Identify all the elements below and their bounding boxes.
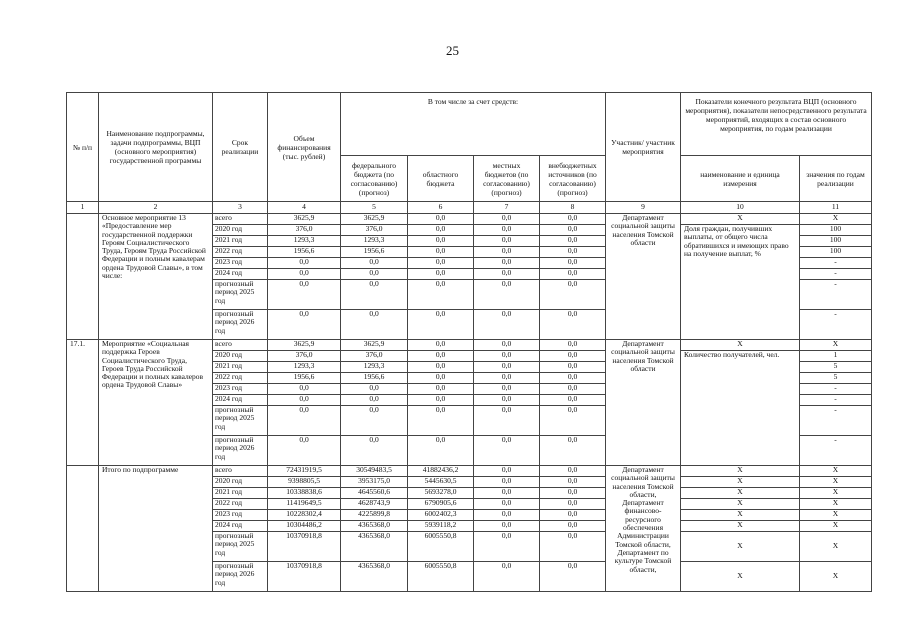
column-number: 1 <box>67 202 99 214</box>
row-local: 0,0 <box>474 310 540 340</box>
header-col-num: № п/п <box>67 93 99 202</box>
row-extra: 0,0 <box>540 362 606 373</box>
row-indicator: X <box>681 532 800 562</box>
column-number: 9 <box>606 202 681 214</box>
row-value: 100 <box>800 247 872 258</box>
row-total: 376,0 <box>268 351 341 362</box>
row-local: 0,0 <box>474 362 540 373</box>
row-value: X <box>800 562 872 592</box>
row-indicator-name: Количество получателей, чел. <box>681 351 800 466</box>
row-value: 5 <box>800 373 872 384</box>
header-col-total: Объем финансирования (тыс. рублей) <box>268 93 341 202</box>
column-number: 5 <box>341 202 408 214</box>
row-local: 0,0 <box>474 373 540 384</box>
row-period: прогнозный период 2025 год <box>213 406 268 436</box>
row-federal: 4365368,0 <box>341 532 408 562</box>
row-period: 2024 год <box>213 521 268 532</box>
row-extra: 0,0 <box>540 310 606 340</box>
row-value: X <box>800 521 872 532</box>
row-extra: 0,0 <box>540 225 606 236</box>
table-row <box>67 466 872 477</box>
row-total: 0,0 <box>268 280 341 310</box>
row-federal: 0,0 <box>341 436 408 466</box>
row-extra: 0,0 <box>540 532 606 562</box>
row-federal: 4225899,8 <box>341 510 408 521</box>
row-local: 0,0 <box>474 499 540 510</box>
row-indicator: X <box>681 510 800 521</box>
row-value: - <box>800 436 872 466</box>
row-value: X <box>800 214 872 225</box>
row-value: X <box>800 466 872 477</box>
row-regional: 0,0 <box>408 269 474 280</box>
header-sources-group: В том числе за счет средств: <box>341 93 606 156</box>
column-number: 4 <box>268 202 341 214</box>
row-participant: Департамент социальной защиты населения Томской области, Департамент финансово-ресурсного обеспечения Администрации Томской области, Департамент по культуре Томской области, <box>606 466 681 592</box>
row-regional: 0,0 <box>408 362 474 373</box>
row-value: X <box>800 499 872 510</box>
row-local: 0,0 <box>474 384 540 395</box>
row-federal: 1956,6 <box>341 373 408 384</box>
row-federal: 3625,9 <box>341 214 408 225</box>
row-total: 0,0 <box>268 384 341 395</box>
row-regional: 6002402,3 <box>408 510 474 521</box>
row-total: 1956,6 <box>268 373 341 384</box>
row-period: 2021 год <box>213 236 268 247</box>
row-federal: 0,0 <box>341 280 408 310</box>
row-value: 100 <box>800 225 872 236</box>
row-local: 0,0 <box>474 488 540 499</box>
row-total: 0,0 <box>268 310 341 340</box>
row-regional: 0,0 <box>408 373 474 384</box>
row-total: 1956,6 <box>268 247 341 258</box>
row-name: Итого по подпрограмме <box>99 466 213 592</box>
row-regional: 0,0 <box>408 214 474 225</box>
row-regional: 5939118,2 <box>408 521 474 532</box>
row-total: 1293,3 <box>268 362 341 373</box>
row-regional: 0,0 <box>408 247 474 258</box>
row-federal: 4645560,6 <box>341 488 408 499</box>
row-federal: 0,0 <box>341 269 408 280</box>
row-federal: 0,0 <box>341 395 408 406</box>
column-number-row <box>67 202 872 214</box>
row-local: 0,0 <box>474 225 540 236</box>
row-local: 0,0 <box>474 532 540 562</box>
row-local: 0,0 <box>474 562 540 592</box>
row-regional: 0,0 <box>408 340 474 351</box>
row-indicator: X <box>681 477 800 488</box>
row-total: 1293,3 <box>268 236 341 247</box>
row-participant: Департамент социальной защиты населения Томской области <box>606 214 681 340</box>
row-local: 0,0 <box>474 340 540 351</box>
row-regional: 6790905,6 <box>408 499 474 510</box>
row-federal: 376,0 <box>341 225 408 236</box>
header-col-participant: Участник/ участник мероприятия <box>606 93 681 202</box>
row-period: 2024 год <box>213 395 268 406</box>
row-period: 2023 год <box>213 510 268 521</box>
row-regional: 0,0 <box>408 436 474 466</box>
row-name: Основное мероприятие 13 «Предоставление мер государственной поддержки Героям Социалистического Труда, Героям Труда Российской Федерации и полным кавалерам ордена Трудовой Славы», в том числе: <box>99 214 213 340</box>
row-regional: 0,0 <box>408 258 474 269</box>
row-period: 2020 год <box>213 351 268 362</box>
header-col-indicator-name: наименование и единица измерения <box>681 156 800 202</box>
row-regional: 0,0 <box>408 351 474 362</box>
header-col-name: Наименование подпрограммы, задачи подпрограммы, ВЦП (основного мероприятия) государственной программы <box>99 93 213 202</box>
row-period: 2021 год <box>213 362 268 373</box>
row-extra: 0,0 <box>540 562 606 592</box>
row-total: 10338838,6 <box>268 488 341 499</box>
row-period: 2023 год <box>213 258 268 269</box>
row-value: X <box>800 477 872 488</box>
row-extra: 0,0 <box>540 258 606 269</box>
row-extra: 0,0 <box>540 477 606 488</box>
row-period: 2022 год <box>213 499 268 510</box>
row-indicator-name: Доля граждан, получивших выплаты, от общего числа обратившихся и имеющих право на получение выплат, % <box>681 225 800 340</box>
row-period: 2021 год <box>213 488 268 499</box>
row-number: 17.1. <box>67 340 99 466</box>
row-period: 2020 год <box>213 477 268 488</box>
row-extra: 0,0 <box>540 214 606 225</box>
row-federal: 0,0 <box>341 384 408 395</box>
row-federal: 0,0 <box>341 406 408 436</box>
column-number: 7 <box>474 202 540 214</box>
row-total: 72431919,5 <box>268 466 341 477</box>
row-value: 5 <box>800 362 872 373</box>
row-extra: 0,0 <box>540 488 606 499</box>
header-indicators-group: Показатели конечного результата ВЦП (основного мероприятия), показатели непосредственного результата мероприятий, входящих в состав основного мероприятия, по годам реализации <box>681 93 872 156</box>
row-indicator: X <box>681 499 800 510</box>
row-indicator: X <box>681 466 800 477</box>
row-local: 0,0 <box>474 436 540 466</box>
row-period: всего <box>213 214 268 225</box>
row-extra: 0,0 <box>540 280 606 310</box>
row-local: 0,0 <box>474 247 540 258</box>
row-indicator: X <box>681 562 800 592</box>
row-indicator: X <box>681 488 800 499</box>
row-period: прогнозный период 2026 год <box>213 562 268 592</box>
row-total: 10370918,8 <box>268 532 341 562</box>
row-period: прогнозный период 2025 год <box>213 280 268 310</box>
row-extra: 0,0 <box>540 384 606 395</box>
row-regional: 41882436,2 <box>408 466 474 477</box>
row-local: 0,0 <box>474 351 540 362</box>
row-local: 0,0 <box>474 395 540 406</box>
row-regional: 0,0 <box>408 280 474 310</box>
row-federal: 3953175,0 <box>341 477 408 488</box>
row-extra: 0,0 <box>540 521 606 532</box>
row-total: 0,0 <box>268 436 341 466</box>
row-period: 2023 год <box>213 384 268 395</box>
row-indicator-x: X <box>681 214 800 225</box>
row-local: 0,0 <box>474 236 540 247</box>
column-number: 6 <box>408 202 474 214</box>
row-value: X <box>800 510 872 521</box>
row-total: 10228302,4 <box>268 510 341 521</box>
row-indicator: X <box>681 521 800 532</box>
row-federal: 4628743,9 <box>341 499 408 510</box>
column-number: 11 <box>800 202 872 214</box>
row-total: 11419649,5 <box>268 499 341 510</box>
row-local: 0,0 <box>474 510 540 521</box>
row-extra: 0,0 <box>540 466 606 477</box>
row-regional: 0,0 <box>408 395 474 406</box>
row-total: 0,0 <box>268 395 341 406</box>
row-extra: 0,0 <box>540 247 606 258</box>
row-local: 0,0 <box>474 258 540 269</box>
table-row <box>67 340 872 351</box>
row-period: 2022 год <box>213 373 268 384</box>
page-number: 25 <box>446 43 459 58</box>
header-col-regional: областного бюджета <box>408 156 474 202</box>
row-federal: 4365368,0 <box>341 562 408 592</box>
row-total: 0,0 <box>268 406 341 436</box>
header-col-local: местных бюджетов (по согласованию) (прогноз) <box>474 156 540 202</box>
row-federal: 1293,3 <box>341 362 408 373</box>
row-value: - <box>800 395 872 406</box>
row-period: всего <box>213 340 268 351</box>
row-extra: 0,0 <box>540 373 606 384</box>
row-regional: 0,0 <box>408 406 474 436</box>
row-total: 376,0 <box>268 225 341 236</box>
row-value: - <box>800 258 872 269</box>
row-value: 100 <box>800 236 872 247</box>
header-col-federal: федерального бюджета (по согласованию) (прогноз) <box>341 156 408 202</box>
row-number <box>67 466 99 592</box>
row-number <box>67 214 99 340</box>
row-period: 2020 год <box>213 225 268 236</box>
row-local: 0,0 <box>474 269 540 280</box>
row-extra: 0,0 <box>540 436 606 466</box>
row-regional: 0,0 <box>408 384 474 395</box>
row-value: - <box>800 384 872 395</box>
column-number: 10 <box>681 202 800 214</box>
header-col-indicator-values: значения по годам реализации <box>800 156 872 202</box>
row-regional: 5693278,0 <box>408 488 474 499</box>
row-indicator-x: X <box>681 340 800 351</box>
row-period: всего <box>213 466 268 477</box>
row-federal: 0,0 <box>341 310 408 340</box>
row-period: прогнозный период 2026 год <box>213 310 268 340</box>
row-total: 0,0 <box>268 269 341 280</box>
row-regional: 6005550,8 <box>408 562 474 592</box>
row-regional: 0,0 <box>408 225 474 236</box>
row-value: X <box>800 488 872 499</box>
row-local: 0,0 <box>474 477 540 488</box>
row-value: - <box>800 310 872 340</box>
row-period: 2022 год <box>213 247 268 258</box>
header-row <box>67 93 872 156</box>
row-total: 9398805,5 <box>268 477 341 488</box>
row-federal: 1293,3 <box>341 236 408 247</box>
row-extra: 0,0 <box>540 406 606 436</box>
row-federal: 376,0 <box>341 351 408 362</box>
row-regional: 5445630,5 <box>408 477 474 488</box>
row-total: 0,0 <box>268 258 341 269</box>
column-number: 2 <box>99 202 213 214</box>
row-extra: 0,0 <box>540 269 606 280</box>
row-local: 0,0 <box>474 280 540 310</box>
row-period: 2024 год <box>213 269 268 280</box>
row-period: прогнозный период 2026 год <box>213 436 268 466</box>
row-federal: 1956,6 <box>341 247 408 258</box>
row-extra: 0,0 <box>540 351 606 362</box>
row-participant: Департамент социальной защиты населения Томской области <box>606 340 681 466</box>
row-total: 10304486,2 <box>268 521 341 532</box>
row-local: 0,0 <box>474 406 540 436</box>
row-value: - <box>800 406 872 436</box>
row-period: прогнозный период 2025 год <box>213 532 268 562</box>
row-value: X <box>800 532 872 562</box>
program-table <box>66 92 872 592</box>
row-local: 0,0 <box>474 214 540 225</box>
header-col-period: Срок реализации <box>213 93 268 202</box>
row-local: 0,0 <box>474 466 540 477</box>
row-federal: 4365368,0 <box>341 521 408 532</box>
row-total: 3625,9 <box>268 340 341 351</box>
row-total: 3625,9 <box>268 214 341 225</box>
row-federal: 30549483,5 <box>341 466 408 477</box>
row-value: - <box>800 269 872 280</box>
row-value: X <box>800 340 872 351</box>
row-regional: 6005550,8 <box>408 532 474 562</box>
row-regional: 0,0 <box>408 310 474 340</box>
row-extra: 0,0 <box>540 340 606 351</box>
row-name: Мероприятие «Социальная поддержка Героев Социалистического Труда, Героев Труда Российской Федерации и полных кавалеров ордена Трудовой Славы» <box>99 340 213 466</box>
row-extra: 0,0 <box>540 510 606 521</box>
row-federal: 0,0 <box>341 258 408 269</box>
row-extra: 0,0 <box>540 499 606 510</box>
row-extra: 0,0 <box>540 395 606 406</box>
column-number: 3 <box>213 202 268 214</box>
row-regional: 0,0 <box>408 236 474 247</box>
table-row <box>67 214 872 225</box>
row-value: - <box>800 280 872 310</box>
row-local: 0,0 <box>474 521 540 532</box>
row-federal: 3625,9 <box>341 340 408 351</box>
row-extra: 0,0 <box>540 236 606 247</box>
column-number: 8 <box>540 202 606 214</box>
header-col-extra: внебюджетных источников (по согласованию) (прогноз) <box>540 156 606 202</box>
row-total: 10370918,8 <box>268 562 341 592</box>
row-value: 1 <box>800 351 872 362</box>
